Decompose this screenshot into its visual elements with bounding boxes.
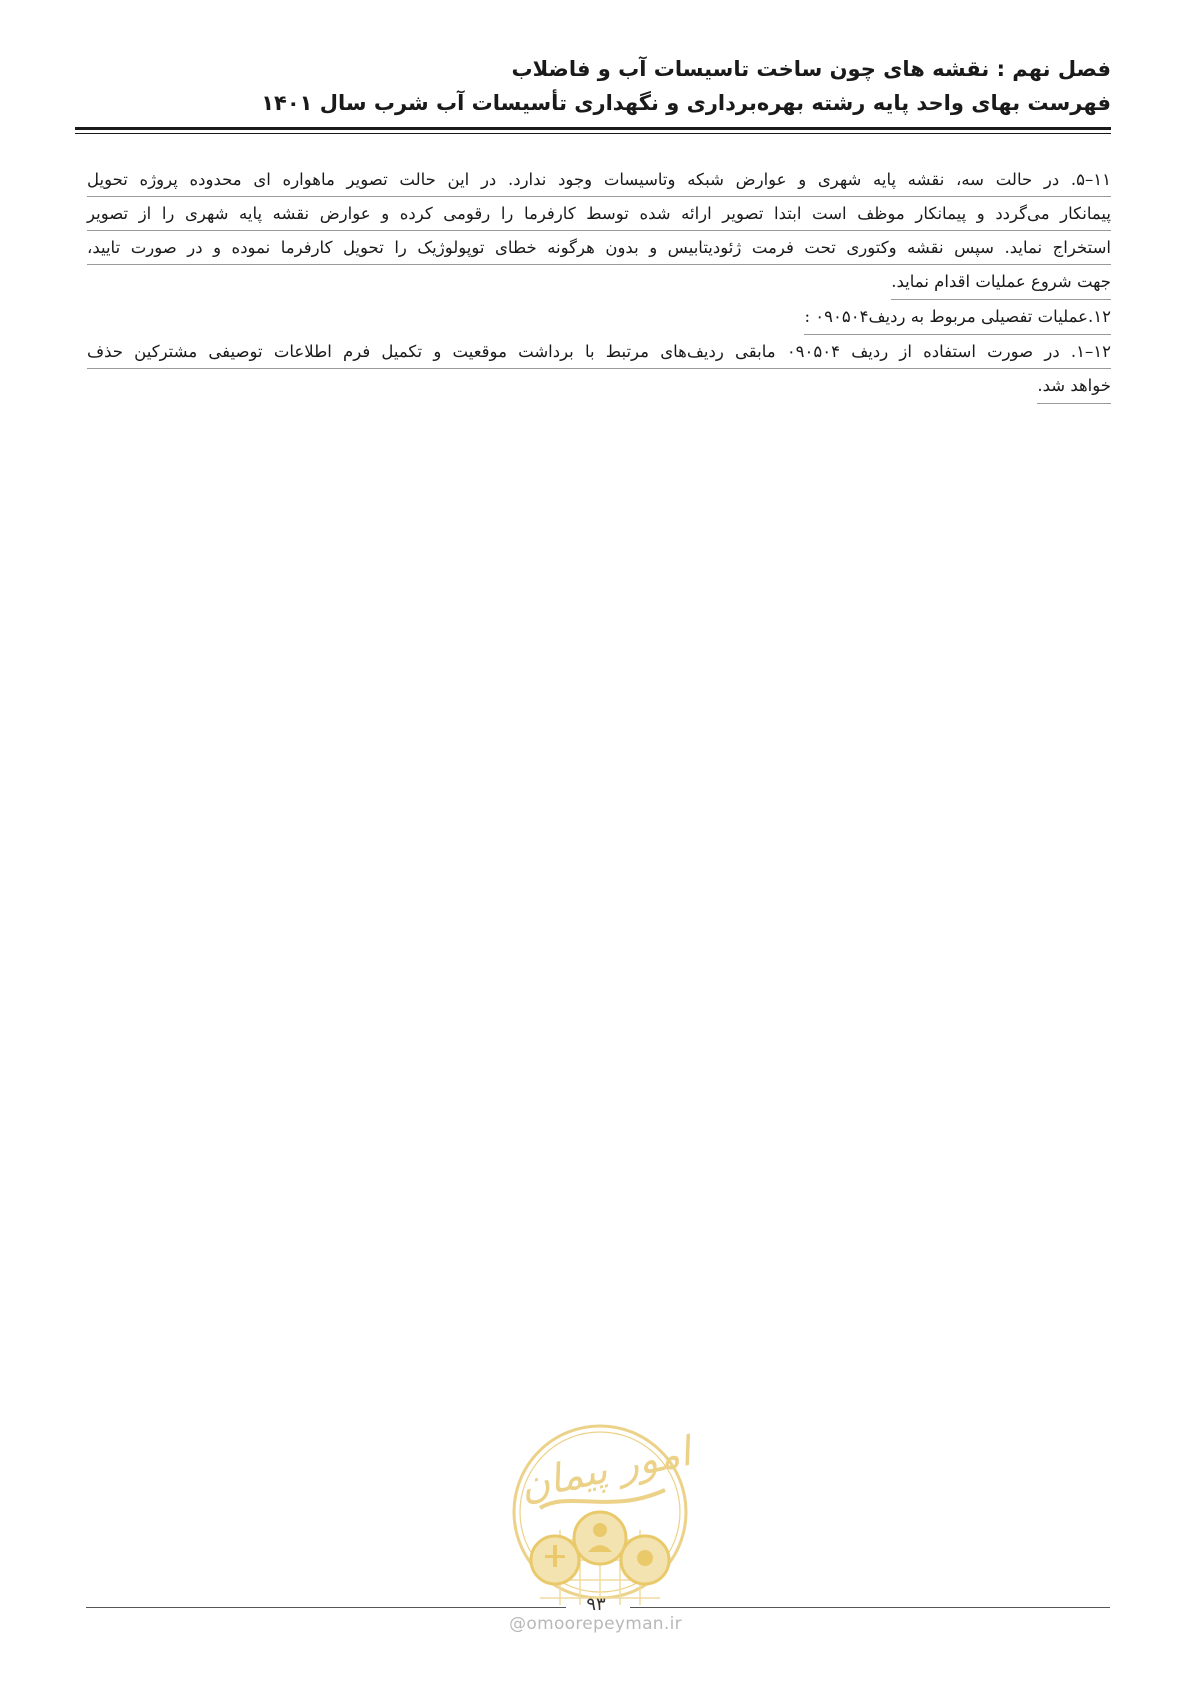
header-rule-thin [75, 133, 1111, 134]
book-title: فهرست بهای واحد پایه رشته بهره‌برداری و نگهداری تأسیسات آب شرب سال ۱۴۰۱ [261, 91, 1111, 115]
footer-rule [86, 1607, 566, 1608]
paragraph-line: خواهد شد. [1037, 369, 1111, 404]
paragraph-line: جهت شروع عملیات اقدام نماید. [891, 265, 1111, 300]
section-heading: ۱۲.عملیات تفصیلی مربوط به ردیف۰۹۰۵۰۴ : [804, 300, 1111, 335]
page-number: ۹۳ [586, 1594, 606, 1615]
chapter-title: فصل نهم : نقشه های چون ساخت تاسیسات آب و فاضلاب [511, 57, 1111, 81]
header-rule-thick [75, 127, 1111, 130]
body-text [87, 163, 1111, 404]
paragraph-line: استخراج نماید. سپس نقشه وکتوری تحت فرمت ژئودیتابیس و بدون هرگونه خطای توپولوژیک را تحویل کارفرما نموده و در صورت تایید، [87, 231, 1111, 265]
logo-text: امور پیمان [515, 1428, 695, 1510]
page-header [75, 52, 1111, 120]
paragraph-line: پیمانکار می‌گردد و پیمانکار موظف است ابتدا تصویر ارائه شده توسط کارفرما را رقومی کرده و عوارض نقشه پایه شهری را از تصویر [87, 197, 1111, 231]
website-watermark: @omoorepeyman.ir [509, 1614, 682, 1634]
footer-rule [630, 1607, 1110, 1608]
paragraph-line: ۱۲–۱. در صورت استفاده از ردیف ۰۹۰۵۰۴ مابقی ردیف‌های مرتبط با برداشت موقعیت و تکمیل فرم اطلاعات توصیفی مشترکین حذف [87, 335, 1111, 369]
omoore-peyman-logo-icon [500, 1420, 700, 1615]
paragraph-line: ۱۱–۵. در حالت سه، نقشه پایه شهری و عوارض شبکه وتاسیسات وجود ندارد. در این حالت تصویر ماهواره ای محدوده پروژه تحویل [87, 163, 1111, 197]
